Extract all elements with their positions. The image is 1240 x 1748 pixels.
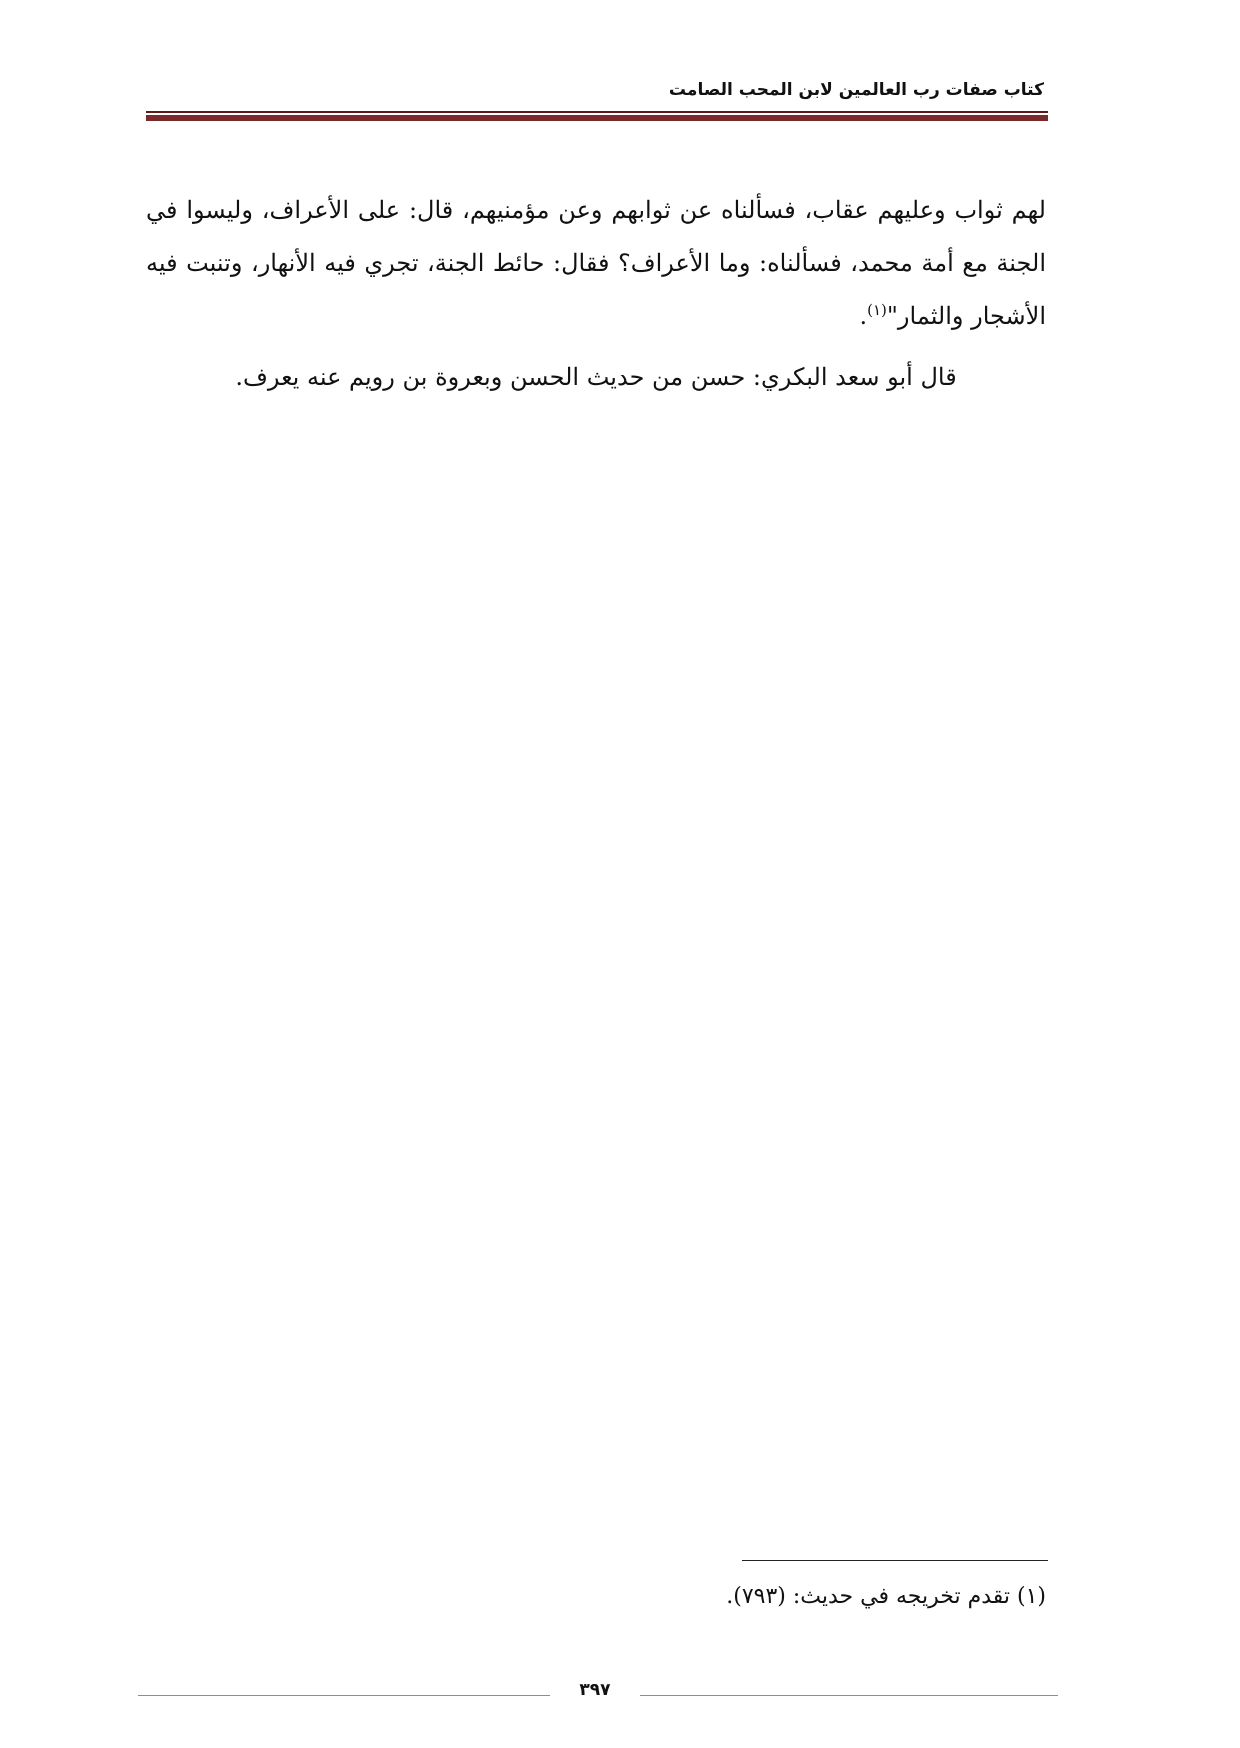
footer-rule-right [640,1695,1058,1696]
body-paragraph [146,184,1046,343]
footnote-reference[interactable]: (١) [867,301,887,319]
page-number: ٣٩٧ [579,1680,611,1700]
footer-rule-left [138,1695,550,1696]
running-header-title: كتاب صفات رب العالمين لابن المحب الصامت [668,80,1044,100]
header-rule-thick [146,115,1048,121]
paragraph-end: . [859,302,868,330]
footnote-1: (١) تقدم تخريجه في حديث: (٧٩٣). [726,1584,1046,1609]
narrator-comment: قال أبو سعد البكري: حسن من حديث الحسن وبعروة بن رويم عنه يعرف. [235,363,957,391]
header-rule-thin [146,111,1048,113]
footnote-separator [742,1560,1048,1561]
paragraph-text: لهم ثواب وعليهم عقاب، فسألناه عن ثوابهم وعن مؤمنيهم، قال: على الأعراف، وليسوا في الجنة مع أمة محمد، فسألناه: وما الأعراف؟ فقال: حائط الجنة، تجري فيه الأنهار، وتنبت فيه الأشجار والثمار" [146,196,1046,330]
